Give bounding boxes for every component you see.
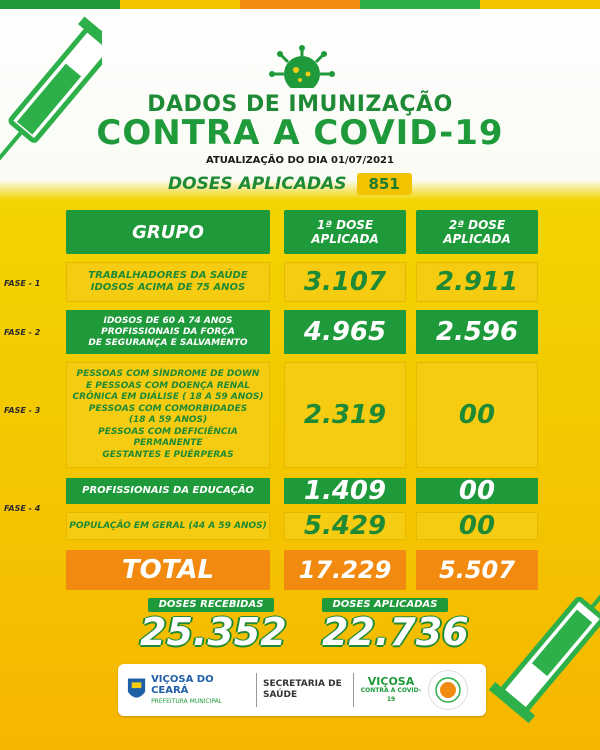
- group-cell: PESSOAS COM SÍNDROME DE DOWN E PESSOAS COM DOENÇA RENAL CRÔNICA EM DIÁLISE ( 18 A 59 ANOS) PESSOAS COM COMORBIDADES (18 A 59 ANOS) PESSOAS COM DEFICIÊNCIA PERMANENTE GESTANTES E PUÉRPERAS: [66, 362, 270, 468]
- dose1-cell: 2.319: [284, 362, 406, 468]
- dose2-cell: 00: [416, 512, 538, 540]
- total-dose2: 5.507: [416, 550, 538, 590]
- group-cell: POPULAÇÃO EM GERAL (44 A 59 ANOS): [66, 512, 270, 540]
- dose2-cell: 00: [416, 478, 538, 504]
- dose2-cell: 2.911: [416, 262, 538, 302]
- secretaria-logo: [263, 679, 347, 701]
- doses-applied-value: 22.736: [322, 610, 469, 654]
- virus-icon: [262, 44, 342, 88]
- contra-covid-text: CONTRA A COVID-19: [360, 686, 422, 703]
- dose1-cell: 4.965: [284, 310, 406, 354]
- city-name: VIÇOSA DO CEARÁ: [151, 673, 214, 696]
- title-line-1: DADOS DE IMUNIZAÇÃO: [147, 92, 453, 117]
- secretaria-text: SECRETARIA DE: [263, 679, 342, 689]
- fase-label: FASE - 3: [4, 406, 41, 415]
- update-date: ATUALIZAÇÃO DO DIA 01/07/2021: [206, 155, 394, 166]
- dose1-cell: 5.429: [284, 512, 406, 540]
- dose1-cell: 1.409: [284, 478, 406, 504]
- syringe-icon: [486, 572, 600, 750]
- total-label: TOTAL: [66, 550, 270, 590]
- group-cell: PROFISSIONAIS DA EDUCAÇÃO: [66, 478, 270, 504]
- footer-logos: [118, 664, 486, 716]
- doses-received-value: 25.352: [140, 610, 287, 654]
- saude-text: SAÚDE: [263, 690, 298, 700]
- group-cell: TRABALHADORES DA SAÚDE IDOSOS ACIMA DE 75 ANOS: [66, 262, 270, 302]
- dose2-cell: 2.596: [416, 310, 538, 354]
- vicosa-contra-covid-logo: [360, 674, 422, 704]
- col-header-dose1: 1ª DOSE APLICADA: [284, 210, 406, 254]
- city-subtitle: PREFEITURA MUNICIPAL: [151, 697, 223, 705]
- applied-today-row: [168, 172, 412, 196]
- dose2-cell: 00: [416, 362, 538, 468]
- group-cell: IDOSOS DE 60 A 74 ANOS PROFISSIONAIS DA FORÇA DE SEGURANÇA E SALVAMENTO: [66, 310, 270, 354]
- title-line-2: CONTRA A COVID-19: [96, 113, 504, 153]
- city-crest-icon: [126, 676, 147, 704]
- col-header-dose2: 2ª DOSE APLICADA: [416, 210, 538, 254]
- city-logo: [126, 674, 250, 707]
- doses-applied-label: DOSES APLICADAS: [322, 598, 448, 612]
- dose1-cell: 3.107: [284, 262, 406, 302]
- fase-label: FASE - 4: [4, 504, 41, 513]
- doses-received-label: DOSES RECEBIDAS: [148, 598, 274, 612]
- applied-today-value: 851: [357, 173, 412, 195]
- total-dose1: 17.229: [284, 550, 406, 590]
- col-header-group: GRUPO: [66, 210, 270, 254]
- fase-label: FASE - 1: [4, 279, 41, 288]
- sun-logo-icon: [428, 670, 468, 710]
- fase-label: FASE - 2: [4, 328, 41, 337]
- vicosa-text: VIÇOSA: [367, 674, 415, 688]
- applied-today-label: DOSES APLICADAS: [168, 174, 347, 194]
